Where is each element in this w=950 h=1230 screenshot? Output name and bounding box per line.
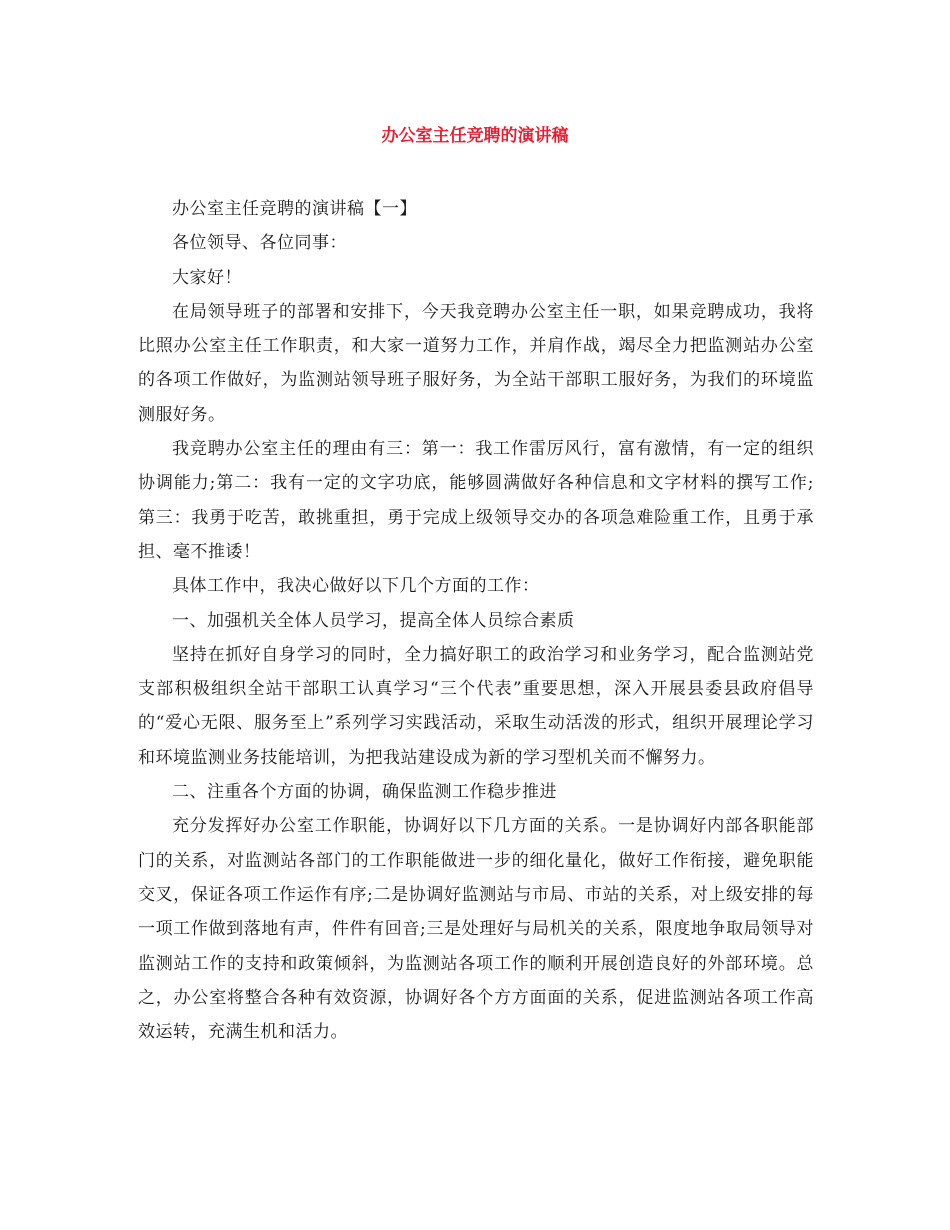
document-title: 办公室主任竞聘的演讲稿: [381, 126, 569, 146]
paragraph-reasons: 我竞聘办公室主任的理由有三：第一：我工作雷厉风行，富有激情，有一定的组织协调能力;第二：我有一定的文字功底，能够圆满做好各种信息和文字材料的撰写工作;第三：我勇于吃苦，敢挑重担，勇于完成上级领导交办的各项急难险重工作，且勇于承担、毫不推诿！: [138, 439, 814, 562]
document-body: [138, 192, 814, 1049]
paragraph-work-intro: 具体工作中，我决心做好以下几个方面的工作：: [172, 576, 540, 597]
paragraph-section-two-heading: 二、注重各个方面的协调，确保监测工作稳步推进: [172, 782, 557, 803]
paragraph-intro: 在局领导班子的部署和安排下，今天我竞聘办公室主任一职，如果竞聘成功，我将比照办公室主任工作职责，和大家一道努力工作，并肩作战，竭尽全力把监测站办公室的各项工作做好，为监测站领导班子服好务，为全站干部职工服好务，为我们的环境监测服好务。: [138, 301, 814, 425]
paragraph-heading: 办公室主任竞聘的演讲稿【一】: [172, 199, 417, 219]
paragraph-greeting: 大家好！: [172, 267, 242, 288]
paragraph-salutation: 各位领导、各位同事：: [172, 233, 347, 254]
paragraph-section-one-heading: 一、加强机关全体人员学习，提高全体人员综合素质: [172, 610, 575, 631]
paragraph-section-two-body: 充分发挥好办公室工作职能，协调好以下几方面的关系。一是协调好内部各职能部门的关系，对监测站各部门的工作职能做进一步的细化量化，做好工作衔接，避免职能交叉，保证各项工作运作有序;二是协调好监测站与市局、市站的关系，对上级安排的每一项工作做到落地有声，件件有回音;三是处理好与局机关的关系，限度地争取局领导对监测站工作的支持和政策倾斜，为监测站各项工作的顺利开展创造良好的外部环境。总之，办公室将整合各种有效资源，协调好各个方方面面的关系，促进监测站各项工作高效运转，充满生机和活力。: [138, 816, 814, 1043]
paragraph-section-one-body: 坚持在抓好自身学习的同时，全力搞好职工的政治学习和业务学习，配合监测站党支部积极组织全站干部职工认真学习“三个代表”重要思想，深入开展县委县政府倡导的“爱心无限、服务至上”系列学习实践活动，采取生动活泼的形式，组织开展理论学习和环境监测业务技能培训，为把我站建设成为新的学习型机关而不懈努力。: [138, 644, 814, 768]
